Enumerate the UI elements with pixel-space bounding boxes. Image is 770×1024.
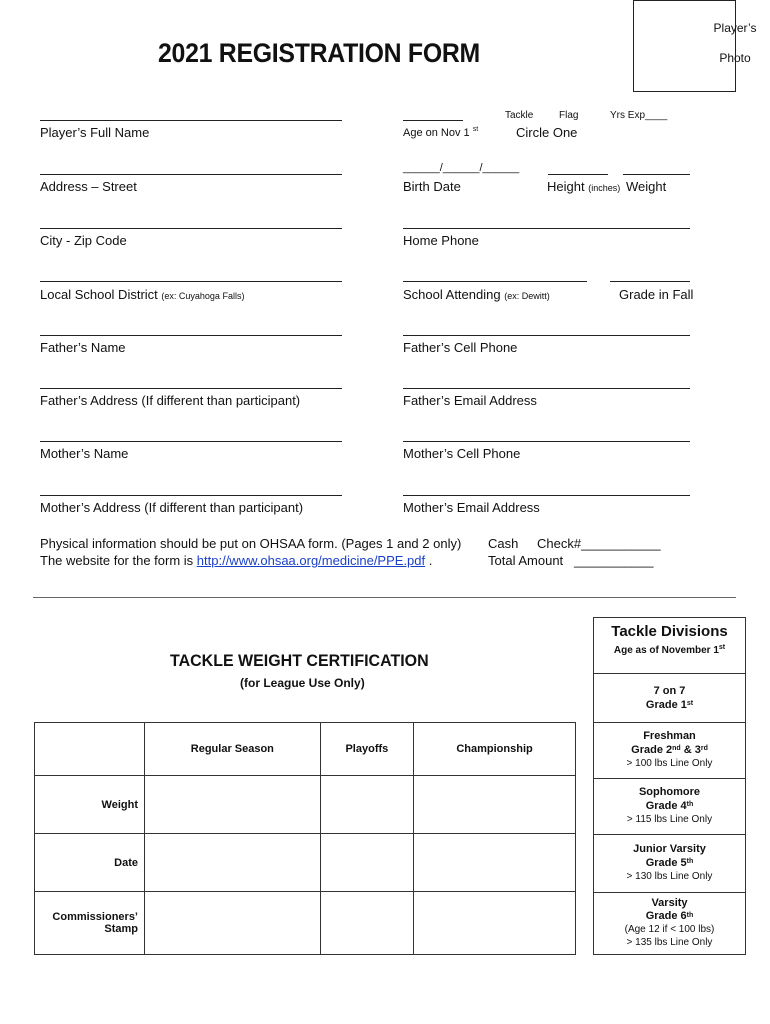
weight-label: Weight xyxy=(626,179,667,194)
division-varsity: Varsity Grade 6th (Age 12 if < 100 lbs) > 135 lbs Line Only xyxy=(594,892,745,954)
city-zip-label: City - Zip Code xyxy=(40,233,127,248)
certification-subtitle: (for League Use Only) xyxy=(240,676,365,690)
address-street-field[interactable] xyxy=(40,174,342,175)
section-divider xyxy=(33,597,736,598)
mothers-email-label: Mother’s Email Address xyxy=(403,500,540,515)
school-attending-field[interactable] xyxy=(403,281,587,282)
grade-in-fall-field[interactable] xyxy=(610,281,690,282)
date-championship-cell[interactable] xyxy=(414,834,576,892)
photo-label-line1: Player’s xyxy=(713,21,757,35)
physical-info-website: The website for the form is http://www.ohsaa.org/medicine/PPE.pdf . xyxy=(40,553,433,568)
fathers-address-field[interactable] xyxy=(40,388,342,389)
fathers-cell-field[interactable] xyxy=(403,335,690,336)
grade-in-fall-label: Grade in Fall xyxy=(619,287,694,302)
flag-option[interactable]: Flag xyxy=(559,110,579,121)
division-7on7: 7 on 7 Grade 1st xyxy=(594,673,745,722)
stamp-championship-cell[interactable] xyxy=(414,892,576,955)
fathers-email-field[interactable] xyxy=(403,388,690,389)
mothers-cell-label: Mother’s Cell Phone xyxy=(403,446,521,461)
fathers-name-field[interactable] xyxy=(40,335,342,336)
birth-date-label: Birth Date xyxy=(403,179,461,194)
date-regular-cell[interactable] xyxy=(145,834,321,892)
height-field[interactable] xyxy=(548,174,608,175)
players-full-name-field[interactable] xyxy=(40,120,342,121)
col-playoffs: Playoffs xyxy=(320,723,413,776)
check-number-field[interactable]: Check#___________ xyxy=(537,536,661,551)
fathers-cell-label: Father’s Cell Phone xyxy=(403,340,518,355)
physical-info-text: Physical information should be put on OHSAA form. (Pages 1 and 2 only) xyxy=(40,536,462,551)
fathers-name-label: Father’s Name xyxy=(40,340,126,355)
total-amount-field[interactable]: ___________ xyxy=(574,553,654,568)
height-label: Height (inches) xyxy=(547,179,621,194)
fathers-email-label: Father’s Email Address xyxy=(403,393,537,408)
divisions-subtitle: Age as of November 1st xyxy=(613,644,726,656)
weight-field[interactable] xyxy=(623,174,690,175)
home-phone-field[interactable] xyxy=(403,228,690,229)
divisions-title: Tackle Divisions xyxy=(611,623,728,640)
photo-label-line2: Photo xyxy=(719,51,751,65)
division-freshman: Freshman Grade 2nd & 3rd > 100 lbs Line Only xyxy=(594,722,745,778)
school-attending-label: School Attending (ex: Dewitt) xyxy=(403,287,550,302)
weight-championship-cell[interactable] xyxy=(414,776,576,834)
age-field[interactable] xyxy=(403,120,463,121)
yrs-exp-field[interactable]: Yrs Exp____ xyxy=(610,110,668,121)
row-date: Date xyxy=(35,834,145,892)
mothers-name-label: Mother’s Name xyxy=(40,446,129,461)
division-junior-varsity: Junior Varsity Grade 5th > 130 lbs Line Only xyxy=(594,834,745,892)
fathers-address-label: Father’s Address (If different than participant) xyxy=(40,393,301,408)
players-full-name-label: Player’s Full Name xyxy=(40,125,150,140)
header-blank-cell xyxy=(35,723,145,776)
tackle-option[interactable]: Tackle xyxy=(505,110,534,121)
players-photo-box[interactable] xyxy=(633,0,757,92)
stamp-playoffs-cell[interactable] xyxy=(320,892,413,955)
tackle-divisions-box xyxy=(593,617,746,955)
row-weight: Weight xyxy=(35,776,145,834)
mothers-address-label: Mother’s Address (If different than participant) xyxy=(40,500,304,515)
col-regular-season: Regular Season xyxy=(145,723,321,776)
address-street-label: Address – Street xyxy=(40,179,137,194)
mothers-address-field[interactable] xyxy=(40,495,342,496)
certification-table xyxy=(34,722,576,955)
mothers-email-field[interactable] xyxy=(403,495,690,496)
circle-one-label: Circle One xyxy=(516,125,578,140)
row-commissioners-stamp: Commissioners’ Stamp xyxy=(35,892,145,955)
city-zip-field[interactable] xyxy=(40,228,342,229)
local-school-district-field[interactable] xyxy=(40,281,342,282)
weight-playoffs-cell[interactable] xyxy=(320,776,413,834)
local-school-district-label: Local School District (ex: Cuyahoga Falls) xyxy=(40,287,245,302)
cash-option[interactable]: Cash xyxy=(488,536,519,551)
birth-date-field[interactable]: ______/______/______ xyxy=(403,162,520,174)
weight-regular-cell[interactable] xyxy=(145,776,321,834)
col-championship: Championship xyxy=(414,723,576,776)
age-label: Age on Nov 1 $^{st}$ xyxy=(403,126,479,139)
ohsaa-ppe-link[interactable]: http://www.ohsaa.org/medicine/PPE.pdf xyxy=(196,553,426,568)
date-playoffs-cell[interactable] xyxy=(320,834,413,892)
division-sophomore: Sophomore Grade 4th > 115 lbs Line Only xyxy=(594,778,745,834)
form-title: 2021 REGISTRATION FORM xyxy=(158,38,480,68)
stamp-regular-cell[interactable] xyxy=(145,892,321,955)
certification-title: TACKLE WEIGHT CERTIFICATION xyxy=(170,651,429,670)
total-amount-label: Total Amount xyxy=(488,553,564,568)
home-phone-label: Home Phone xyxy=(403,233,479,248)
mothers-name-field[interactable] xyxy=(40,441,342,442)
mothers-cell-field[interactable] xyxy=(403,441,690,442)
